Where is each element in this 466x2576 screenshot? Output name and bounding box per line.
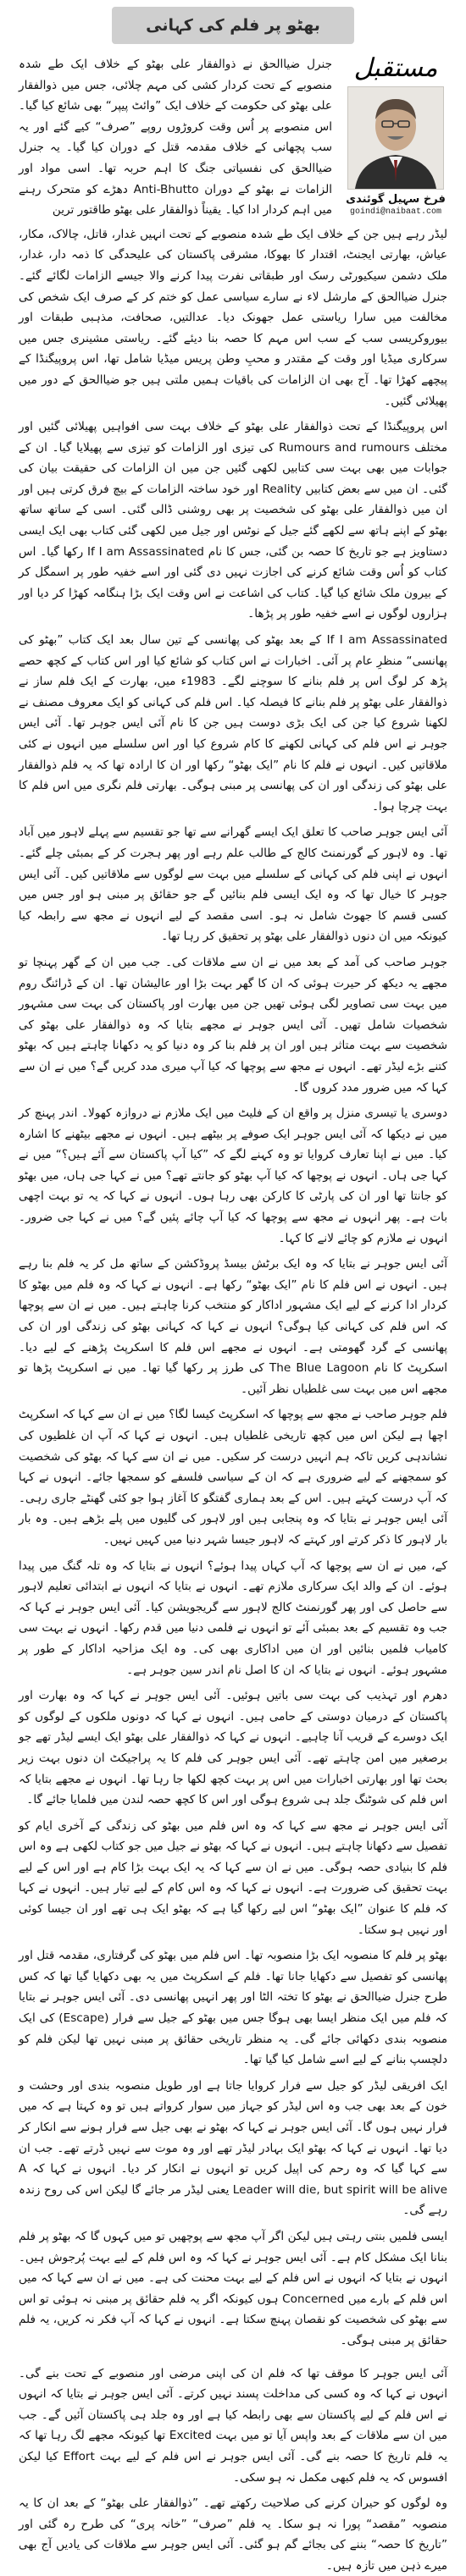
body-paragraph: جوہر صاحب کی آمد کے بعد میں نے ان سے ملاقات کی۔ جب میں ان کے گھر پہنچا تو مجھے یہ دیکھ کر حیرت ہوئی کہ ان کا گھر بہت بڑا اور عالیشان تھا۔ ان کے ڈرائنگ روم میں بہت سی تصاویر لگی ہوئی تھیں جن میں بھارت اور پاکستان کی بہت سی مشہور شخصیات شامل تھیں۔ آئی ایس جوہر نے مجھے بتایا کہ وہ ذوالفقار علی بھٹو کی شخصیت سے بہت متاثر ہیں اور ان پر فلم بنا کر وہ دنیا کو یہ دکھانا چاہتے ہیں کہ بھٹو کتنے بڑے لیڈر تھے۔ انہوں نے مجھ سے پوچھا کہ کیا آپ میری مدد کریں گے؟ میں نے ان سے کہا کہ میں ضرور مدد کروں گا۔ xyxy=(19,955,447,1095)
body-paragraph: کے، میں نے ان سے پوچھا کہ آپ کہاں پیدا ہوئے؟ انہوں نے بتایا کہ وہ تلہ گنگ میں پیدا ہوئے۔ ان کے والد ایک سرکاری ملازم تھے۔ انہوں نے بتایا کہ انہوں نے ابتدائی تعلیم لاہور سے حاصل کی اور پھر گورنمنٹ کالج لاہور سے گریجویشن کیا۔ آئی ایس جوہر نے کہا کہ جب وہ تقسیم کے بعد بمبئی آئے تو انہوں نے فلمی دنیا میں قدم رکھا۔ انہوں نے بہت سی کامیاب فلمیں بنائیں اور ان میں اداکاری بھی کی۔ وہ ایک مزاحیہ اداکار کے طور پر مشہور ہوئے۔ انہوں نے بتایا کہ ان کا اصل نام اندر سین جوہر ہے۔ xyxy=(19,1558,447,1677)
body-paragraph: دوسری یا تیسری منزل پر واقع ان کے فلیٹ میں ایک ملازم نے دروازہ کھولا۔ اندر پہنچ کر میں نے دیکھا کہ آئی ایس جوہر ایک صوفے پر بیٹھے ہیں۔ انہوں نے مجھے بیٹھنے کا اشارہ کیا۔ میں نے اپنا تعارف کروایا تو وہ کہنے لگے کہ ”کیا آپ پاکستان سے آئے ہیں؟“ میں نے کہا جی ہاں۔ انہوں نے پوچھا کہ کیا آپ بھٹو کو جانتے تھے؟ میں نے کہا جی ہاں، میں بھٹو کو جانتا تھا اور ان کی پارٹی کا کارکن بھی رہا ہوں۔ انہوں نے کہا کہ یہ تو بہت اچھی بات ہے۔ پھر انہوں نے مجھ سے پوچھا کہ کیا آپ چائے پئیں گے؟ میں نے کہا جی ضرور۔ انہوں نے ملازم کو چائے لانے کا کہا۔ xyxy=(19,1106,447,1245)
header-row xyxy=(19,54,447,221)
column-headline: بھٹو پر فلم کی کہانی xyxy=(146,16,320,35)
body-paragraph: آئی ایس جوہر نے بتایا کہ وہ ایک برٹش بیسڈ پروڈکشن کے ساتھ مل کر یہ فلم بنا رہے ہیں۔ انہوں نے اس فلم کا نام ”ایک بھٹو“ رکھا ہے۔ انہوں نے کہا کہ وہ فلم میں بھٹو کا کردار ادا کرنے کے لیے ایک مشہور اداکار کو منتخب کرنا چاہتے ہیں۔ میں نے ان سے پوچھا کہ اس فلم کی کہانی کیا ہوگی؟ انہوں نے کہا کہ کہانی بھٹو کی زندگی اور ان کی پھانسی کے گرد گھومتی ہے۔ انہوں نے مجھے اس فلم کا اسکرپٹ پڑھنے کے لیے دیا۔ اسکرپٹ کا نام The Blue Lagoon کی طرز پر رکھا گیا تھا۔ میں نے اسکرپٹ پڑھا تو مجھے اس میں بہت سی غلطیاں نظر آئیں۔ xyxy=(19,1257,447,1396)
body-paragraph: ایک افریقی لیڈر کو جیل سے فرار کروایا جاتا ہے اور طویل منصوبہ بندی اور وحشت و خون کے بعد بھی جب وہ اس لیڈر کو جہاز میں سوار کرواتے ہیں تو وہ کہتا ہے کہ میں فرار نہیں ہوں گا۔ آئی ایس جوہر نے کہا کہ بھٹو نے بھی جیل سے فرار ہونے سے انکار کر دیا تھا۔ انہوں نے کہا کہ بھٹو ایک بہادر لیڈر تھے اور وہ موت سے نہیں ڈرتے تھے۔ جب ان سے کہا گیا کہ وہ رحم کی اپیل کریں تو انہوں نے انکار کر دیا۔ انہوں نے کہا کہ A Leader will die, but spirit will be alive یعنی لیڈر مر جائے گا لیکن اس کی روح زندہ رہے گی۔ xyxy=(19,2078,447,2218)
author-box xyxy=(344,54,447,221)
author-portrait-icon xyxy=(348,87,443,189)
body-paragraph: فلم جوہر صاحب نے مجھ سے پوچھا کہ اسکرپٹ کیسا لگا؟ میں نے ان سے کہا کہ اسکرپٹ اچھا ہے لیکن اس میں کچھ تاریخی غلطیاں ہیں۔ انہوں نے کہا کہ آپ ان غلطیوں کی نشاندہی کریں تاکہ ہم انہیں درست کر سکیں۔ میں نے ان سے کہا کہ بھٹو کی شخصیت کو سمجھنے کے لیے ضروری ہے کہ ان کے سیاسی فلسفے کو سمجھا جائے۔ انہوں نے کہا کہ آپ درست کہتے ہیں۔ اس کے بعد ہماری گفتگو کا آغاز ہوا جو کئی گھنٹے جاری رہی۔ آئی ایس جوہر نے بتایا کہ وہ پنجابی ہیں اور لاہور کی گلیوں میں پلے بڑھے ہیں۔ وہ بار بار لاہور کا ذکر کرتے اور کہتے کہ لاہور جیسا شہر دنیا میں کہیں نہیں۔ xyxy=(19,1408,447,1547)
newspaper-column-page xyxy=(0,7,466,2573)
body-paragraph: دھرم اور تہذیب کی بہت سی باتیں ہوئیں۔ آئی ایس جوہر نے کہا کہ وہ بھارت اور پاکستان کے درمیان دوستی کے حامی ہیں۔ انہوں نے کہا کہ دونوں ملکوں کے لوگوں کو ایک دوسرے کے قریب آنا چاہیے۔ انہوں نے کہا کہ ذوالفقار علی بھٹو ایک ایسے لیڈر تھے جو برصغیر میں امن چاہتے تھے۔ آئی ایس جوہر کی فلم کا یہ پراجیکٹ ان دنوں بہت زیر بحث تھا اور بھارتی اخبارات میں اس پر بہت کچھ لکھا جا رہا تھا۔ انہوں نے مجھے بتایا کہ اس فلم کی شوٹنگ جلد ہی شروع ہوگی اور اس کا کچھ حصہ لندن میں فلمایا جائے گا۔ xyxy=(19,1689,447,1807)
article-body xyxy=(19,224,447,2576)
body-paragraph: آئی ایس جوہر کا موقف تھا کہ فلم ان کی اپنی مرضی اور منصوبے کے تحت بنے گی۔ انہوں نے کہا کہ وہ کسی کی مداخلت پسند نہیں کرتے۔ آئی ایس جوہر نے بتایا کہ انہوں نے اس فلم کے لیے پاکستان سے بھی رابطہ کیا ہے اور وہ جلد ہی پاکستان آئیں گے۔ جب میں ان سے ملاقات کے بعد واپس آیا تو میں بہت Excited تھا کیونکہ مجھے لگ رہا تھا کہ یہ فلم تاریخ کا حصہ بنے گی۔ آئی ایس جوہر نے اس فلم کے لیے بہت Effort کیا لیکن افسوس کہ یہ فلم کبھی مکمل نہ ہو سکی۔ xyxy=(19,2366,448,2485)
headline-bar xyxy=(112,7,354,44)
body-paragraph: لیڈر رہے ہیں جن کے خلاف ایک طے شدہ منصوبے کے تحت انہیں غدار، قاتل، چالاک، مکار، عیاش، بھارتی ایجنٹ، اقتدار کا بھوکا، مشرقی پاکستان کی علیحدگی کا ذمہ دار، غدار، ملک دشمن سیکیورٹی رسک اور طبقاتی نفرت پیدا کرنے والا جیسے الزامات لگائے گئے۔ جنرل ضیاالحق کے مارشل لاء نے سارے سیاسی عمل کو ختم کر کے صرف ایک شخص کی مخالفت میں سارا ریاستی عمل جھونک دیا۔ عدالتیں، صحافت، مذہبی طبقات اور بیوروکریسی سب کے سب اس مہم کا حصہ بنا دیئے گئے۔ ریاستی مشینری جس میں سرکاری میڈیا اور وقت کے مقتدر و محبِ وطن پریس میڈیا شامل تھا، اس پروپیگنڈا کے پیچھے کھڑا تھا۔ آج بھی ان الزامات کی باقیات ہمیں ملتی ہیں جو ضیاالحق کے دور میں پھیلائی گئیں۔ xyxy=(19,227,447,408)
body-paragraph: بھٹو پر فلم کا منصوبہ ایک بڑا منصوبہ تھا۔ اس فلم میں بھٹو کی گرفتاری، مقدمہ قتل اور پھانسی کو تفصیل سے دکھایا جانا تھا۔ فلم کے اسکرپٹ میں یہ بھی دکھایا گیا تھا کہ کس طرح جنرل ضیاالحق نے بھٹو کا تختہ الٹا اور پھر انہیں پھانسی دی۔ آئی ایس جوہر نے بتایا کہ فلم میں ایک منظر ایسا بھی ہوگا جس میں بھٹو کے جیل سے فرار (Escape) کی ایک منصوبہ بندی دکھائی جائے گی۔ یہ منظر تاریخی حقائق پر مبنی نہیں تھا لیکن فلم کو دلچسپ بنانے کے لیے اسے شامل کیا گیا تھا۔ xyxy=(19,1949,447,2067)
column-logo: مستقبل xyxy=(353,53,438,83)
body-paragraph: اس پروپیگنڈا کے تحت ذوالفقار علی بھٹو کے خلاف بہت سی افواہیں پھیلائی گئیں اور مختلف Rumours and rumours کی تیزی اور الزامات کو تیزی سے پھیلایا گیا۔ ان کے جوابات میں بھی بہت سی کتابیں لکھی گئیں جن میں ان الزامات کی حقیقت بیان کی گئی۔ ان میں سے بعض کتابیں Reality اور خود ساختہ الزامات کے بیچ فرق کرتی ہیں اور ان میں ذوالفقار علی بھٹو کی شخصیت پر بھی روشنی ڈالی گئی۔ اسی کے ساتھ ساتھ بھٹو کے اپنے ہاتھ سے لکھے گئے جیل کے نوٹس اور جیل میں لکھی گئی کتاب بھی ایک ایسی دستاویز ہے جو تاریخ کا حصہ بن گئی، جس کا نام If I am Assassinated رکھا گیا۔ اس کتاب کو اُس وقت شائع کرنے کی اجازت نہیں دی گئی اور اسے خفیہ طور پر اسمگل کر کے بیرون ملک شائع کیا گیا۔ کتاب کی اشاعت نے اس وقت ایک بڑا ہنگامہ کھڑا کر دیا اور ہزاروں لوگوں نے اسے خفیہ طور پر پڑھا۔ xyxy=(19,420,448,621)
author-photo xyxy=(347,86,444,190)
body-paragraph: وہ لوگوں کو حیران کرنے کی صلاحیت رکھتے تھے۔ ”ذوالفقار علی بھٹو“ کے بعد ان کا یہ منصوبہ ”مقصد“ پورا نہ ہو سکا۔ یہ فلم ”صرف“ ”خانہ پری“ کی طرح رہ گئی اور ”تاریخ کا حصہ“ بننے کی بجائے گم ہو گئی۔ آئی ایس جوہر سے ملاقات کی یادیں آج بھی میرے ذہن میں تازہ ہیں۔ xyxy=(19,2496,447,2573)
body-paragraph: ایسی فلمیں بنتی رہتی ہیں لیکن اگر آپ مجھ سے پوچھیں تو میں کہوں گا کہ بھٹو پر فلم بنانا ایک مشکل کام ہے۔ آئی ایس جوہر نے کہا کہ وہ اس فلم کے لیے بہت پُرجوش ہیں۔ انہوں نے بتایا کہ انہوں نے اس فلم کے لیے بہت محنت کی ہے۔ میں نے ان سے کہا کہ میں اس فلم کے بارے میں Concerned ہوں کیونکہ اگر یہ فلم حقائق پر مبنی نہ ہوئی تو اس سے بھٹو کی شخصیت کو نقصان پہنچ سکتا ہے۔ انہوں نے کہا کہ آپ فکر نہ کریں، یہ فلم حقائق پر مبنی ہوگی۔ xyxy=(19,2229,447,2347)
author-name: فرخ سہیل گوئندی xyxy=(346,193,446,206)
intro-paragraph: جنرل ضیاالحق نے ذوالفقار علی بھٹو کے خلاف ایک طے شدہ منصوبے کے تحت کردار کشی کی مہم چلائی، جس میں ذوالفقار علی بھٹو کی حکومت کے خلاف ایک ”وائٹ پیپر“ بھی شائع کیا گیا۔ اس منصوبے پر اُس وقت کروڑوں روپے ”صرف“ کیے گئے اور یہ سب پچھانی کے خلاف مقدمہ قتل کے دوران کیا گیا۔ یہ جنرل ضیاالحق کی نفسیاتی جنگ کا اہم حربہ تھا۔ اسی مواد اور الزامات نے بھٹو کے دوران Anti-Bhutto دھڑے کو متحرک رہنے میں اہم کردار ادا کیا۔ یقیناً ذوالفقار علی بھٹو طاقتور ترین xyxy=(19,58,332,218)
body-paragraph: آئی ایس جوہر نے مجھ سے کہا کہ وہ اس فلم میں بھٹو کی زندگی کے آخری ایام کو تفصیل سے دکھانا چاہتے ہیں۔ انہوں نے کہا کہ بھٹو نے جیل میں جو کتاب لکھی ہے وہ اس فلم کا بنیادی حصہ ہوگی۔ میں نے ان سے کہا کہ یہ ایک بہت بڑا کام ہے اور اس کے لیے بہت تحقیق کی ضرورت ہے۔ انہوں نے کہا کہ وہ اس کام کے لیے تیار ہیں۔ انہوں نے کہا کہ فلم کا عنوان ”ایک بھٹو“ اس لیے رکھا گیا ہے کہ بھٹو ایک ہی تھے اور ان جیسا کوئی اور نہیں ہو سکتا۔ xyxy=(19,1818,447,1937)
body-paragraph: آئی ایس جوہر صاحب کا تعلق ایک ایسے گھرانے سے تھا جو تقسیم سے پہلے لاہور میں آباد تھا۔ وہ لاہور کے گورنمنٹ کالج کے طالب علم رہے اور پھر ہجرت کر کے بمبئی چلے گئے۔ انہوں نے اپنی فلم کی کہانی کے سلسلے میں بہت سے لوگوں سے ملاقاتیں کیں۔ آئی ایس جوہر کا خیال تھا کہ وہ ایک ایسی فلم بنائیں گے جو حقائق پر مبنی ہو اور جس میں کسی قسم کا جھوٹ شامل نہ ہو۔ اسی مقصد کے لیے انہوں نے مجھ سے رابطہ کیا کیونکہ میں ان دنوں ذوالفقار علی بھٹو پر تحقیق کر رہا تھا۔ xyxy=(19,825,447,944)
author-email[interactable]: goindi@naibaat.com xyxy=(349,207,442,217)
body-paragraph: If I am Assassinated کے بعد بھٹو کی پھانسی کے تین سال بعد ایک کتاب ”بھٹو کی پھانسی“ منظرِ عام پر آئی۔ اخبارات نے اس کتاب کو شائع کیا اور اس کتاب کے کچھ حصے پڑھ کر لوگ اس پر فلم بنانے کا سوچنے لگے۔ 1983ء میں، بھارت کے ایک فلم ساز نے ذوالفقار علی بھٹو پر فلم بنانے کا فیصلہ کیا۔ اس فلم کی کہانی کو ایک معروف مصنف نے لکھنا شروع کیا جن کی ایک بڑی دوست ہیں جن کا نام آئی ایس جوہر تھا۔ آئی ایس جوہر نے اس فلم کی کہانی لکھنے کا کام شروع کیا اور اس سلسلے میں انہوں نے کئی ملاقاتیں کیں۔ انہوں نے فلم کا نام ”ایک بھٹو“ رکھا اور ان کا ارادہ تھا کہ یہ فلم ذوالفقار علی بھٹو کی زندگی اور ان کی پھانسی پر مبنی ہوگی۔ بھارتی فلم نگری میں اس فلم کا بہت چرچا ہوا۔ xyxy=(19,633,448,814)
